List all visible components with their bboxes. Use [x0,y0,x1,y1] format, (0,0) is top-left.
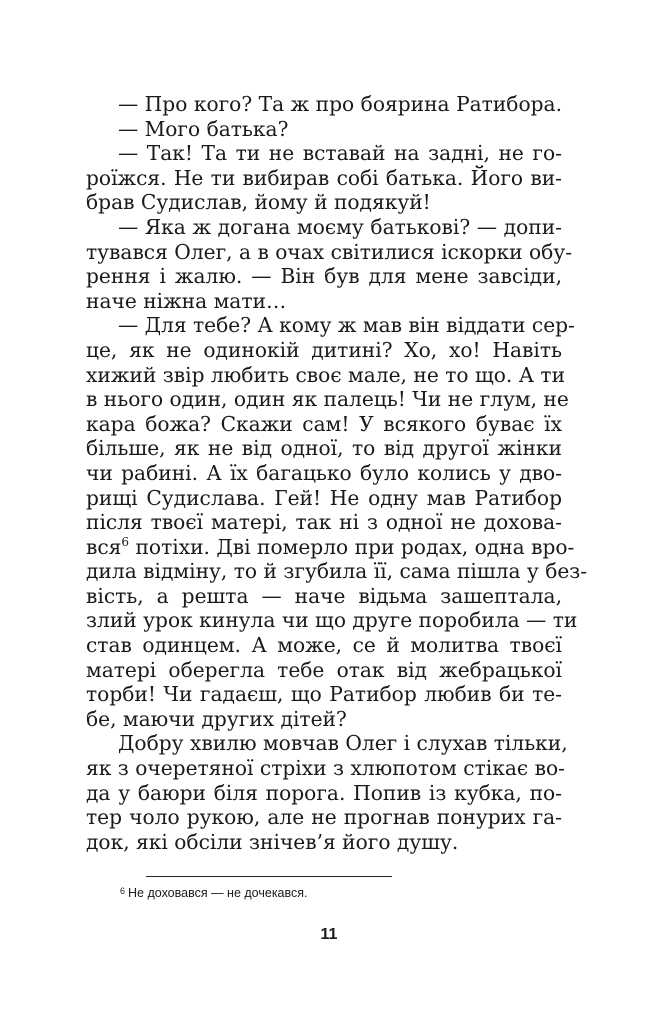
text-line: док, які обсіли знічев’я його душу. [86,829,459,854]
text-line: став одинцем. А може, се й молитва твоєї [86,633,562,658]
text-line: вість, а решта — наче відьма зашептала, [86,583,562,608]
body-text [86,92,588,854]
text-line: хижий звір любить своє мале, не то що. А ти [86,362,566,387]
text-line: торби! Чи гадаєш, що Ратибор любив би те- [86,682,562,707]
text-line: — Для тебе? А кому ж мав він віддати сер- [118,313,575,338]
text-line: дила відміну, то й згубила її, сама пішла у без- [86,559,588,584]
text-line: — Про кого? Та ж про боярина Ратибора. [118,92,562,116]
footnote [120,886,308,900]
text-line: більше, як не від одної, то від другої жінки [86,436,562,461]
footnote-mark: 6 [120,886,126,896]
footnote-reference[interactable]: 6 [121,534,130,549]
text-line: — Яка ж догана моєму батькові? — допи- [118,214,562,239]
text-line: тувався Олег, а в очах світилися іскорки обу- [86,239,573,264]
text-line: як з очеретяної стріхи з хлюпотом стікає во- [86,756,565,781]
footnote-text: Не доховався — не дочекався. [128,886,308,900]
text-line: в нього один, один як палець! Чи не глум, не [86,387,569,412]
text-line: роїжся. Не ти вибирав собі батька. Його ви- [86,165,562,190]
text-line: злий урок кинула чи що друге поробила — ти [86,608,578,633]
text-line-with-footnote-ref [86,534,575,560]
text-line: після твоєї матері, так ні з одної не дохова- [86,510,562,535]
text-line: брав Судислав, йому й подякуй! [86,190,431,215]
text-line: да у баюри біля порога. Попив із кубка, по- [86,780,562,805]
text-fragment: вся [86,534,122,559]
text-line: — Так! Та ти не вставай на задні, не го- [118,141,562,166]
text-line: матері оберегла тебе отак від жебрацької [86,657,562,682]
text-line: бе, маючи других дітей? [86,706,347,731]
text-line: — Мого батька? [118,116,289,141]
text-line: наче ніжна мати… [86,288,287,313]
text-line: Добру хвилю мовчав Олег і слухав тільки, [118,731,568,756]
text-line: тер чоло рукою, але не прогнав понурих га- [86,805,562,830]
footnote-separator [146,876,392,877]
text-line: рищі Судислава. Гей! Не одну мав Ратибор [86,485,562,510]
text-line: це, як не одинокій дитині? Хо, хо! Навіть [86,337,562,362]
text-line: чи рабині. А їх багацько було колись у дво- [86,460,562,485]
text-line: рення і жалю. — Він був для мене завсіди, [86,264,562,289]
text-fragment: потіхи. Дві померло при родах, одна вро- [129,534,575,559]
text-line: кара божа? Скажи сам! У всякого буває їх [86,411,562,436]
page-number: 11 [320,926,338,943]
